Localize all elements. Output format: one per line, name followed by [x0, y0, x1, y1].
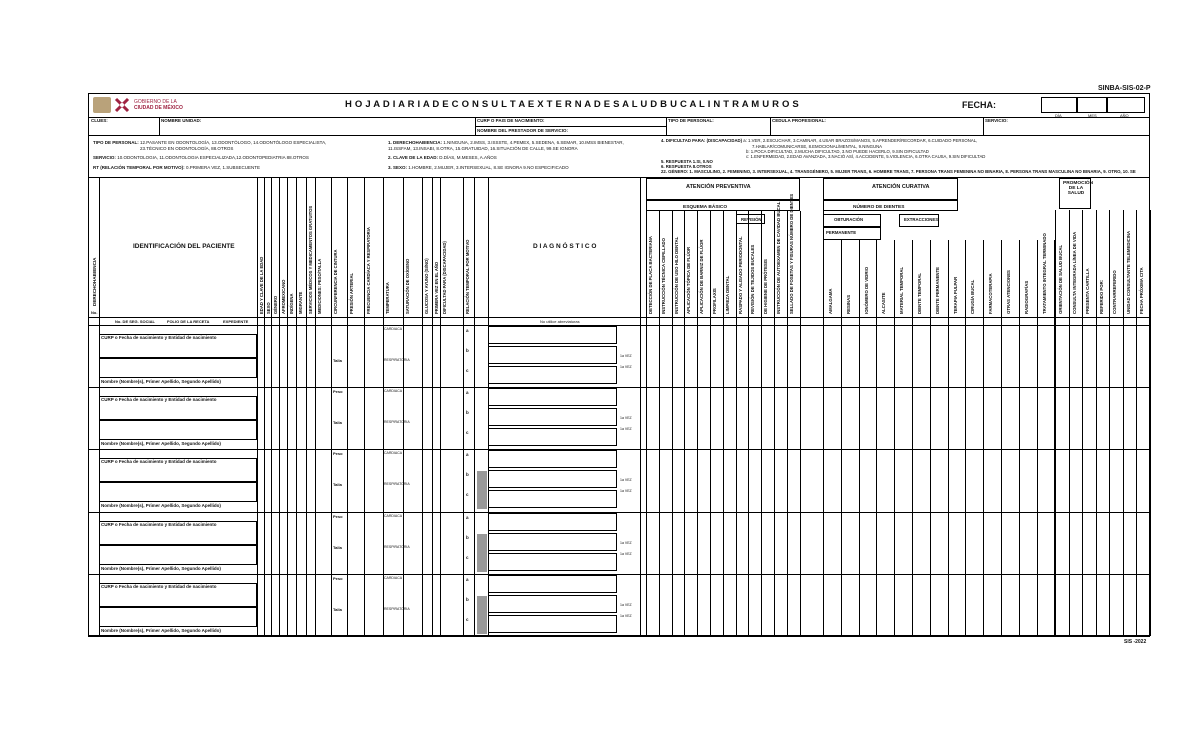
catalog-derecho-2: 11.ISSFAM, 13.INSABI, 8.OTRA, 15.GRATUIDAD, 16.SITUACIÓN DE CALLE, 99.SE IGNORA	[388, 146, 578, 151]
left-col-14: PRIMERA VEZ EN EL AÑO	[434, 261, 439, 314]
diag-c-field[interactable]	[488, 366, 617, 384]
fecha-mes-label: MES	[1088, 113, 1097, 118]
preventive-col-0: DETECCIÓN DE PLACA BACTERIANA	[648, 236, 653, 314]
expediente-label: EXPEDIENTE	[223, 319, 249, 324]
catalog-dificultad-2: 7.HABLAR/COMUNICARSE, 8.EMOCIONAL/MENTAL, 9.NINGUNA	[752, 144, 883, 149]
curative-col-7: TERAPIA PULPAR	[952, 276, 958, 314]
shaded-cell	[477, 534, 487, 572]
curative-col-11: RADIOGRAFÍAS	[1023, 280, 1029, 314]
diag-a-label: a	[466, 328, 469, 333]
shaded-cell	[477, 596, 487, 634]
primera-vez-1: 1a VEZ	[620, 540, 632, 545]
peso-label: Peso	[333, 451, 343, 457]
left-col-9: PRESIÓN ARTERIAL	[349, 272, 354, 314]
curp-label: CURP o Fecha de nacimiento y Entidad de nacimiento	[101, 583, 217, 589]
preventive-col-2: INSTRUCCIÓN DE USO HILO DENTAL	[673, 236, 679, 314]
no-seg-social-label: No. DE SEG. SOCIAL	[115, 319, 156, 324]
curative-col-2: IONÓMERO DE VIDRIO	[863, 266, 869, 314]
left-col-6: SERVICIOS MÉDICOS Y MEDICAMENTOS GRATUITOS	[308, 205, 313, 314]
revision-label: REVISIÓN	[741, 217, 762, 222]
footer-code: SIS -2022	[1124, 639, 1147, 645]
atencion-curativa-title: ATENCIÓN CURATIVA	[872, 184, 930, 190]
fecha-mes-field[interactable]	[1077, 97, 1107, 113]
cardiaca-label: CARDIACA	[384, 451, 403, 456]
curative-col-4: MATERIAL TEMPORAL	[899, 266, 905, 314]
diag-b-field[interactable]	[488, 346, 617, 364]
catalog-tipo-personal-2: 23.TÉCNICO EN ODONTOLOGÍA, 88.OTROS	[140, 146, 234, 151]
diag-c-label: c	[466, 430, 469, 436]
catalog-tipo-personal: TIPO DE PERSONAL: 12.PASANTE EN ODONTOLOGÍA, 13.ODONTÓLOGO, 14.ODONTÓLOGO ESPECIALISTA,	[93, 140, 327, 145]
curp-label: CURP o Fecha de nacimiento y Entidad de nacimiento	[101, 335, 217, 340]
cardiaca-label: CARDIACA	[384, 513, 403, 518]
cdmx-emblem-icon	[114, 97, 130, 113]
primera-vez-2: 1a VEZ	[620, 365, 632, 369]
left-col-16: RELACIÓN TEMPORAL POR MOTIVO	[465, 239, 470, 314]
promo-col-2: PRESENTA CARTILLA	[1085, 268, 1090, 314]
primera-vez-1: 1a VEZ	[620, 416, 632, 421]
name-label: Nombre (Nombre(s), Primer Apellido, Segundo Apellido)	[101, 627, 221, 633]
diag-b-field[interactable]	[488, 533, 617, 551]
government-logo	[92, 97, 202, 115]
atencion-preventiva-title: ATENCIÓN PREVENTIVA	[686, 184, 751, 190]
curative-col-0: AMALGAMA	[828, 288, 833, 314]
fecha-anio-field[interactable]	[1107, 97, 1145, 113]
diag-b-label: b	[466, 596, 469, 602]
fecha-anio-label: AÑO	[1120, 113, 1129, 118]
diag-a-label: a	[466, 390, 469, 396]
catalog-derecho: 1. DERECHOHABIENCIA: 1.NINGUNA, 2.IMSS, 3.ISSSTE, 4.PEMEX, 5.SEDENA, 6.SEMAR, 10.IMSS BIENESTAR,	[388, 140, 624, 145]
curative-col-3: ALCASITE	[881, 292, 887, 314]
diag-b-label: b	[466, 472, 469, 478]
respiratoria-label: RESPIRATORIA	[384, 544, 410, 549]
left-col-2: GÉNERO	[273, 295, 278, 314]
promo-col-5: UNIDAD CONSULTANTE TELEMEDICINA	[1125, 230, 1131, 314]
curative-col-10: OTRAS ATENCIONES	[1006, 270, 1011, 314]
peso-label: Peso	[333, 389, 343, 395]
left-col-7: MEDICIONES: PESO/TALLA	[317, 258, 322, 314]
curative-col-1: RESINAS	[845, 294, 851, 314]
catalog-respuesta-1: 5. RESPUESTA 1.SI, 0.NO	[661, 159, 713, 164]
diag-b-field[interactable]	[488, 408, 617, 426]
preventive-col-10: INSTRUCCIÓN DE AUTOEXAMEN DE CAVIDAD BUCAL	[776, 201, 781, 314]
cardiaca-label: CARDIACA	[384, 575, 403, 580]
respiratoria-label: RESPIRATORIA	[384, 606, 410, 611]
diag-c-label: c	[466, 554, 469, 560]
catalog-rt: RT (RELACIÓN TEMPORAL POR MOTIVO): 0.PRIMERA VEZ, 1.SUBSECUENTE	[93, 165, 260, 170]
catalog-edad: 2. CLAVE DE LA EDAD: D.DÍAS, M.MESES, A.AÑOS	[388, 155, 497, 160]
preventive-col-9: DE HIGIENE DE PRÓTESIS	[763, 259, 769, 314]
diag-a-label: a	[466, 452, 469, 458]
logo-line1: GOBIERNO DE LA	[134, 99, 177, 105]
curative-col-12: TRATAMIENTO INTEGRAL TERMINADO	[1041, 233, 1047, 314]
cardiaca-label: CARDIACA	[384, 327, 403, 331]
left-col-12: SATURACIÓN DE OXÍGENO	[405, 258, 410, 314]
identificacion-title: IDENTIFICACIÓN DEL PACIENTE	[133, 243, 235, 250]
name-label: Nombre (Nombre(s), Primer Apellido, Segundo Apellido)	[101, 565, 221, 571]
catalog-respuesta-2: 6. RESPUESTA 8.OTROS	[661, 164, 712, 169]
preventive-col-3: APLICACIÓN TÓPICA DE FLÚOR	[686, 246, 692, 314]
curp-label: CURP o Fecha de nacimiento y Entidad de nacimiento	[101, 397, 217, 403]
talla-label: Talla	[333, 482, 342, 488]
left-col-0: EDAD Y CLAVE DE LA EDAD	[259, 256, 264, 314]
left-col-13: GLUCOSA Y AYUNO (SI/NO)	[424, 258, 429, 314]
diag-c-label: c	[466, 368, 469, 373]
left-col-4: INDÍGENA	[289, 293, 294, 314]
catalog-dificultad: 4. DIFICULTAD PARA: (DISCAPACIDAD) a: 1.VER, 2.ESCUCHAR, 3.CAMINAR, 4.USAR BRAZOS/MANOS, 5.APRENDER/RECORDAR, 6.CUIDADO PERSONAL,	[661, 138, 978, 143]
curp-label: CURP o Fecha de nacimiento y Entidad de nacimiento	[101, 459, 217, 465]
diag-a-field[interactable]	[488, 326, 617, 344]
curative-col-5: DIENTE TEMPORAL	[917, 272, 922, 314]
catalog-genero: 22. GÉNERO: 1. MASCULINO, 2. FEMENINO, 3. INTERSEXUAL, 4. TRANSGÉNERO, 5. MUJER TRANS, 6. HOMBRE TRANS, 7. PERSONA TRANS FEMENINA NO BINARIA, 8. PERSONA TRANS MASCULINA NO BINARIA, 9. OTRO, 10. SE	[661, 169, 1136, 174]
name-label: Nombre (Nombre(s), Primer Apellido, Segundo Apellido)	[101, 503, 221, 509]
promo-col-0: ORIENTACIÓN DE SALUD BUCAL	[1058, 244, 1063, 314]
preventive-col-11: SELLADO DE FOSETAS Y FISURAS NÚMERO DE DIENTES	[788, 193, 794, 314]
fecha-dia-label: DÍA	[1055, 113, 1062, 118]
shaded-cell	[477, 471, 487, 509]
preventive-col-4: APLICACIÓN DE BARNIZ DE FLÚOR	[699, 239, 705, 314]
extracciones-label: EXTRACCIONES	[904, 217, 939, 222]
diag-c-field[interactable]	[488, 490, 617, 508]
no-utilizar-abreviaturas: No utilice abreviaturas	[540, 319, 580, 324]
curative-col-6: DIENTE PERMANENTE	[934, 266, 940, 314]
fecha-label: FECHA:	[962, 100, 996, 110]
curp-pais-label: CURP O PAIS DE NACIMIENTO:	[477, 118, 545, 123]
name-field[interactable]	[99, 420, 257, 440]
diag-a-field[interactable]	[488, 450, 617, 468]
unidad-label: NOMBRE UNIDAD:	[161, 118, 202, 123]
diag-c-field[interactable]	[488, 428, 617, 446]
name-label: Nombre (Nombre(s), Primer Apellido, Segundo Apellido)	[101, 441, 221, 447]
primera-vez-1: 1a VEZ	[620, 354, 632, 358]
servicio-label: SERVICIO:	[985, 118, 1008, 123]
preventive-col-5: PROFILAXIS	[712, 288, 717, 314]
permanente-label: PERMANENTE	[826, 230, 857, 235]
respiratoria-label: RESPIRATORIA	[384, 358, 410, 362]
talla-label: Talla	[333, 358, 342, 363]
catalog-servicio: SERVICIO: 10.ODONTOLOGIA, 11.ODONTOLOGIA ESPECIALIZADA,12.ODONTOPEDIATRIA 88.OTROS	[93, 155, 309, 160]
derechohabiencia-header: DERECHOHABIENCIA	[92, 257, 97, 306]
preventive-col-1: INSTRUCCIÓN TÉCNICA CEPILLADO	[660, 238, 666, 314]
primera-vez-1: 1a VEZ	[620, 602, 632, 607]
diag-c-field[interactable]	[488, 615, 617, 633]
diag-a-field[interactable]	[488, 575, 617, 593]
primera-vez-2: 1a VEZ	[620, 427, 632, 432]
preventive-col-8: REVISIÓN DE TEJIDOS BUCALES	[750, 244, 756, 314]
folio-receta-label: FOLIO DE LA RECETA	[167, 319, 210, 324]
left-col-8: CIRCUNFERENCIA DE CINTURA	[333, 249, 338, 314]
primera-vez-2: 1a VEZ	[620, 551, 632, 556]
diag-c-field[interactable]	[488, 553, 617, 571]
catalog-dificultad-3: b: 1.POCA DIFICULTAD, 2.MUCHA DIFICULTAD, 3.NO PUEDE HACERLO, 9.SIN DIFICULTAD	[746, 149, 929, 154]
logo-line2: CIUDAD DE MÉXICO	[134, 105, 183, 111]
name-field[interactable]	[99, 607, 257, 627]
left-col-10: FRECUENCIA CARDÍACA Y RESPIRATORIA	[366, 227, 371, 314]
name-field[interactable]	[99, 482, 257, 502]
diag-b-label: b	[466, 348, 469, 353]
diag-a-field[interactable]	[488, 388, 617, 406]
primera-vez-2: 1a VEZ	[620, 489, 632, 494]
peso-label: Peso	[333, 575, 343, 581]
promo-col-4: CONTRARREFERIDO	[1112, 270, 1117, 314]
form-title: H O J A D I A R I A D E C O N S U L T A E X T E R N A D E S A L U D B U C A L I N T R A M U R O S	[345, 99, 799, 110]
left-col-3: AFROMEXICANO	[281, 279, 286, 314]
diag-c-label: c	[466, 616, 469, 622]
left-col-5: MIGRANTE	[298, 291, 303, 314]
catalog-sexo: 3. SEXO: 1.HOMBRE, 2.MUJER, 3.INTERSEXUAL, 8.SE IGNORA 9.NO ESPECIFICADO	[388, 165, 569, 170]
cardiaca-label: CARDIACA	[384, 389, 403, 394]
name-field[interactable]	[99, 545, 257, 565]
prestador-label: NOMBRE DEL PRESTADOR DE SERVICIO:	[477, 128, 569, 133]
diag-b-label: b	[466, 410, 469, 416]
clues-label: CLUES:	[91, 118, 108, 123]
diag-a-label: a	[466, 514, 469, 520]
left-col-1: SEXO	[266, 302, 271, 314]
respiratoria-label: RESPIRATORIA	[384, 420, 410, 425]
preventive-col-7: RASPADO Y ALISADO PERIODONTAL	[737, 236, 743, 314]
cedula-label: CEDULA PROFESIONAL:	[772, 118, 826, 123]
curp-label: CURP o Fecha de nacimiento y Entidad de nacimiento	[101, 521, 217, 527]
numero-dientes-title: NÚMERO DE DIENTES	[853, 205, 905, 210]
diag-a-field[interactable]	[488, 513, 617, 531]
catalog-dificultad-4: c: 1.ENFERMEDAD, 2.EDAD AVANZADA, 3.NACIÓ ASÍ, 4.ACCIDENTE, 5.VIOLENCIA, 6.OTRA CAUSA, 9.SIN DIFICULTAD	[746, 154, 986, 159]
esquema-title: ESQUEMA BÁSICO	[683, 205, 728, 210]
curative-col-9: FARMACOTERAPIA	[988, 273, 994, 314]
name-field[interactable]	[99, 358, 257, 378]
tipo-personal-label: TIPO DE PERSONAL:	[668, 118, 714, 123]
form-code: SINBA-SIS-02-P	[1098, 85, 1151, 92]
promo-col-3: REFERIDO POR:	[1098, 279, 1104, 314]
peso-label: Peso	[333, 513, 343, 519]
preventive-col-6: LIMPIEZA DENTAL	[724, 275, 730, 314]
respiratoria-label: RESPIRATORIA	[384, 482, 410, 487]
coat-of-arms-icon	[93, 97, 111, 113]
talla-label: Talla	[333, 420, 342, 426]
name-label: Nombre (Nombre(s), Primer Apellido, Segundo Apellido)	[101, 379, 221, 384]
left-col-15: DIFICULTAD PARA (DISCAPACIDAD)	[442, 241, 447, 314]
promocion-title: PROMOCIÓN DE LA SALUD	[1063, 181, 1094, 197]
diag-b-field[interactable]	[488, 470, 617, 488]
talla-label: Talla	[333, 544, 342, 550]
curative-col-8: CIRUGÍA BUCAL	[970, 279, 976, 314]
diag-a-label: a	[466, 576, 469, 582]
left-col-11: TEMPERATURA	[385, 282, 390, 314]
diag-c-label: c	[466, 492, 469, 498]
diagnostico-title: D I A G N Ó S T I C O	[533, 243, 597, 250]
talla-label: Talla	[333, 606, 342, 612]
fecha-dia-field[interactable]	[1041, 97, 1077, 113]
diag-b-label: b	[466, 534, 469, 540]
no-label: No.	[91, 310, 98, 315]
primera-vez-2: 1a VEZ	[620, 613, 632, 618]
primera-vez-1: 1a VEZ	[620, 478, 632, 483]
promo-col-6: FECHA PRÓXIMA CITA	[1139, 267, 1144, 314]
diag-b-field[interactable]	[488, 595, 617, 613]
promo-col-1: CONSULTA INTEGRADA LÍNEA DE VIDA	[1071, 231, 1077, 314]
obturacion-label: OBTURACIÓN	[834, 217, 864, 222]
